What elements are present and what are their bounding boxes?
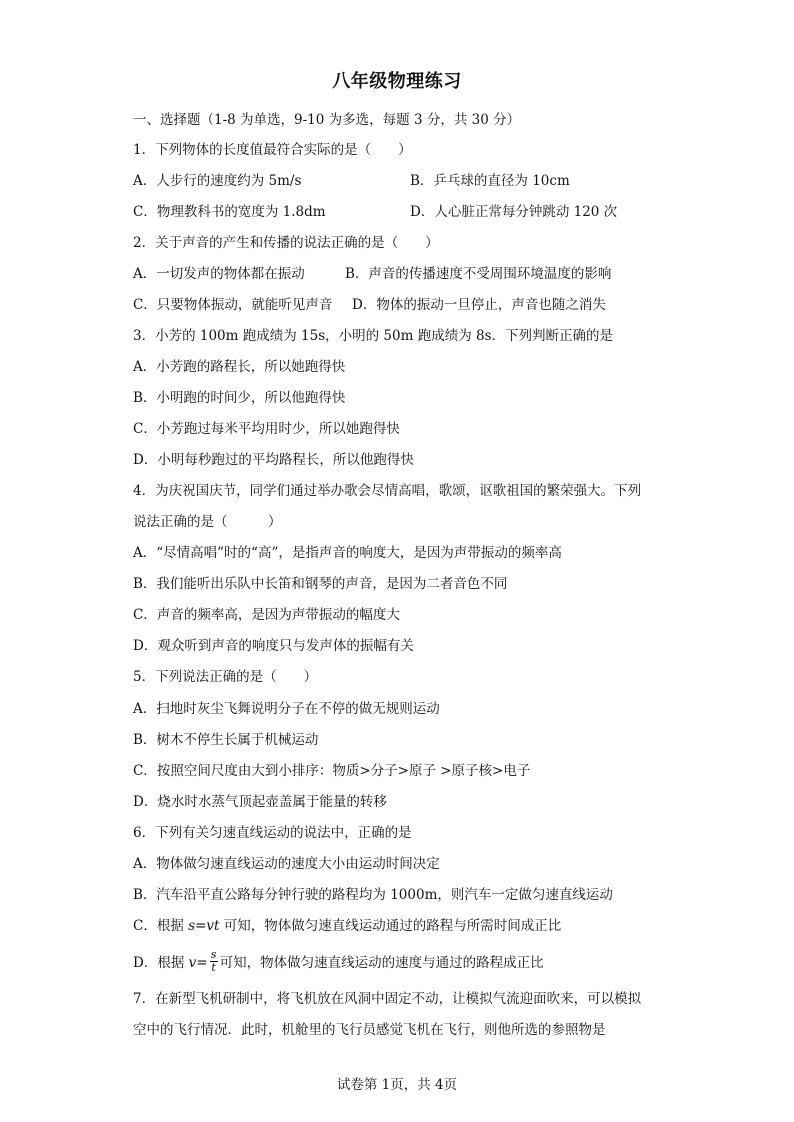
question-4-option-d: D．观众听到声音的响度只与发声体的振幅有关	[133, 638, 414, 654]
question-1-option-c: C．物理教科书的宽度为 1.8dm	[133, 204, 326, 220]
question-7-stem-line-1: 7．在新型飞机研制中，将飞机放在风洞中固定不动，让模拟气流迎面吹来，可以模拟	[133, 991, 642, 1007]
question-1-stem: 1．下列物体的长度值最符合实际的是（ ）	[133, 142, 412, 158]
question-4-stem-line-1: 4．为庆祝国庆节，同学们通过举办歌会尽情高唱，歌颂，讴歌祖国的繁荣强大。下列	[133, 483, 642, 499]
question-6-option-d	[133, 948, 544, 976]
question-3-stem: 3．小芳的 100m 跑成绩为 15s，小明的 50m 跑成绩为 8s．下列判断正确的是	[133, 328, 614, 344]
question-4-stem-line-2: 说法正确的是（ ）	[133, 514, 282, 530]
page-footer: 试卷第 1页，共 4页	[336, 1077, 458, 1093]
option-d-prefix: D．根据	[133, 955, 189, 971]
question-5-option-b: B．树木不停生长属于机械运动	[133, 732, 319, 748]
question-1-option-a: A．人步行的速度约为 5m/s	[133, 173, 302, 189]
question-6-stem: 6．下列有关匀速直线运动的说法中，正确的是	[133, 825, 412, 841]
question-2-option-d: D．物体的振动一旦停止，声音也随之消失	[352, 297, 606, 313]
fraction-numerator: s	[210, 948, 217, 961]
fraction-denominator: t	[211, 961, 216, 974]
question-2-option-b: B．声音的传播速度不受周围环境温度的影响	[345, 266, 612, 282]
option-c-prefix: C．根据	[133, 918, 189, 934]
formula-v-equals: v=	[188, 955, 208, 971]
question-6-option-c	[133, 917, 561, 935]
question-2-option-c: C．只要物体振动，就能听见声音	[133, 297, 333, 313]
question-3-option-b: B．小明跑的时间少，所以他跑得快	[133, 390, 346, 406]
formula-s-equals-vt: s=vt	[188, 918, 220, 934]
question-4-option-a: A．“尽情高唱”时的“高”，是指声音的响度大，是因为声带振动的频率高	[133, 545, 562, 561]
option-d-text: 可知，物体做匀速直线运动的速度与通过的路程成正比	[219, 955, 544, 971]
option-c-text: 可知，物体做匀速直线运动通过的路程与所需时间成正比	[219, 918, 562, 934]
question-1-option-b: B．乒乓球的直径为 10cm	[410, 173, 570, 189]
fraction-s-over-t	[210, 949, 218, 974]
question-2-stem: 2．关于声音的产生和传播的说法正确的是（ ）	[133, 235, 439, 251]
question-5-stem: 5．下列说法正确的是（ ）	[133, 669, 318, 685]
page-title: 八年级物理练习	[332, 71, 462, 92]
question-1-option-d: D．人心脏正常每分钟跳动 120 次	[410, 204, 618, 220]
question-4-option-b: B．我们能听出乐队中长笛和钢琴的声音，是因为二者音色不同	[133, 576, 508, 592]
question-7-stem-line-2: 空中的飞行情况．此时，机舱里的飞行员感觉飞机在飞行，则他所选的参照物是	[133, 1022, 606, 1038]
question-3-option-d: D．小明每秒跑过的平均路程长，所以他跑得快	[133, 452, 414, 468]
question-3-option-a: A．小芳跑的路程长，所以她跑得快	[133, 359, 346, 375]
question-5-option-d: D．烧水时水蒸气顶起壶盖属于能量的转移	[133, 794, 387, 810]
question-3-option-c: C．小芳跑过每米平均用时少，所以她跑得快	[133, 421, 400, 437]
question-5-option-c: C．按照空间尺度由大到小排序：物质>分子>原子 >原子核>电子	[133, 763, 531, 779]
section-heading: 一、选择题（1-8 为单选，9-10 为多选，每题 3 分，共 30 分）	[133, 112, 521, 128]
question-4-option-c: C．声音的频率高，是因为声带振动的幅度大	[133, 607, 400, 623]
question-5-option-a: A．扫地时灰尘飞舞说明分子在不停的做无规则运动	[133, 701, 440, 717]
question-6-option-a: A．物体做匀速直线运动的速度大小由运动时间决定	[133, 856, 440, 872]
question-2-option-a: A．一切发声的物体都在振动	[133, 266, 305, 282]
question-6-option-b: B．汽车沿平直公路每分钟行驶的路程均为 1000m，则汽车一定做匀速直线运动	[133, 887, 613, 903]
